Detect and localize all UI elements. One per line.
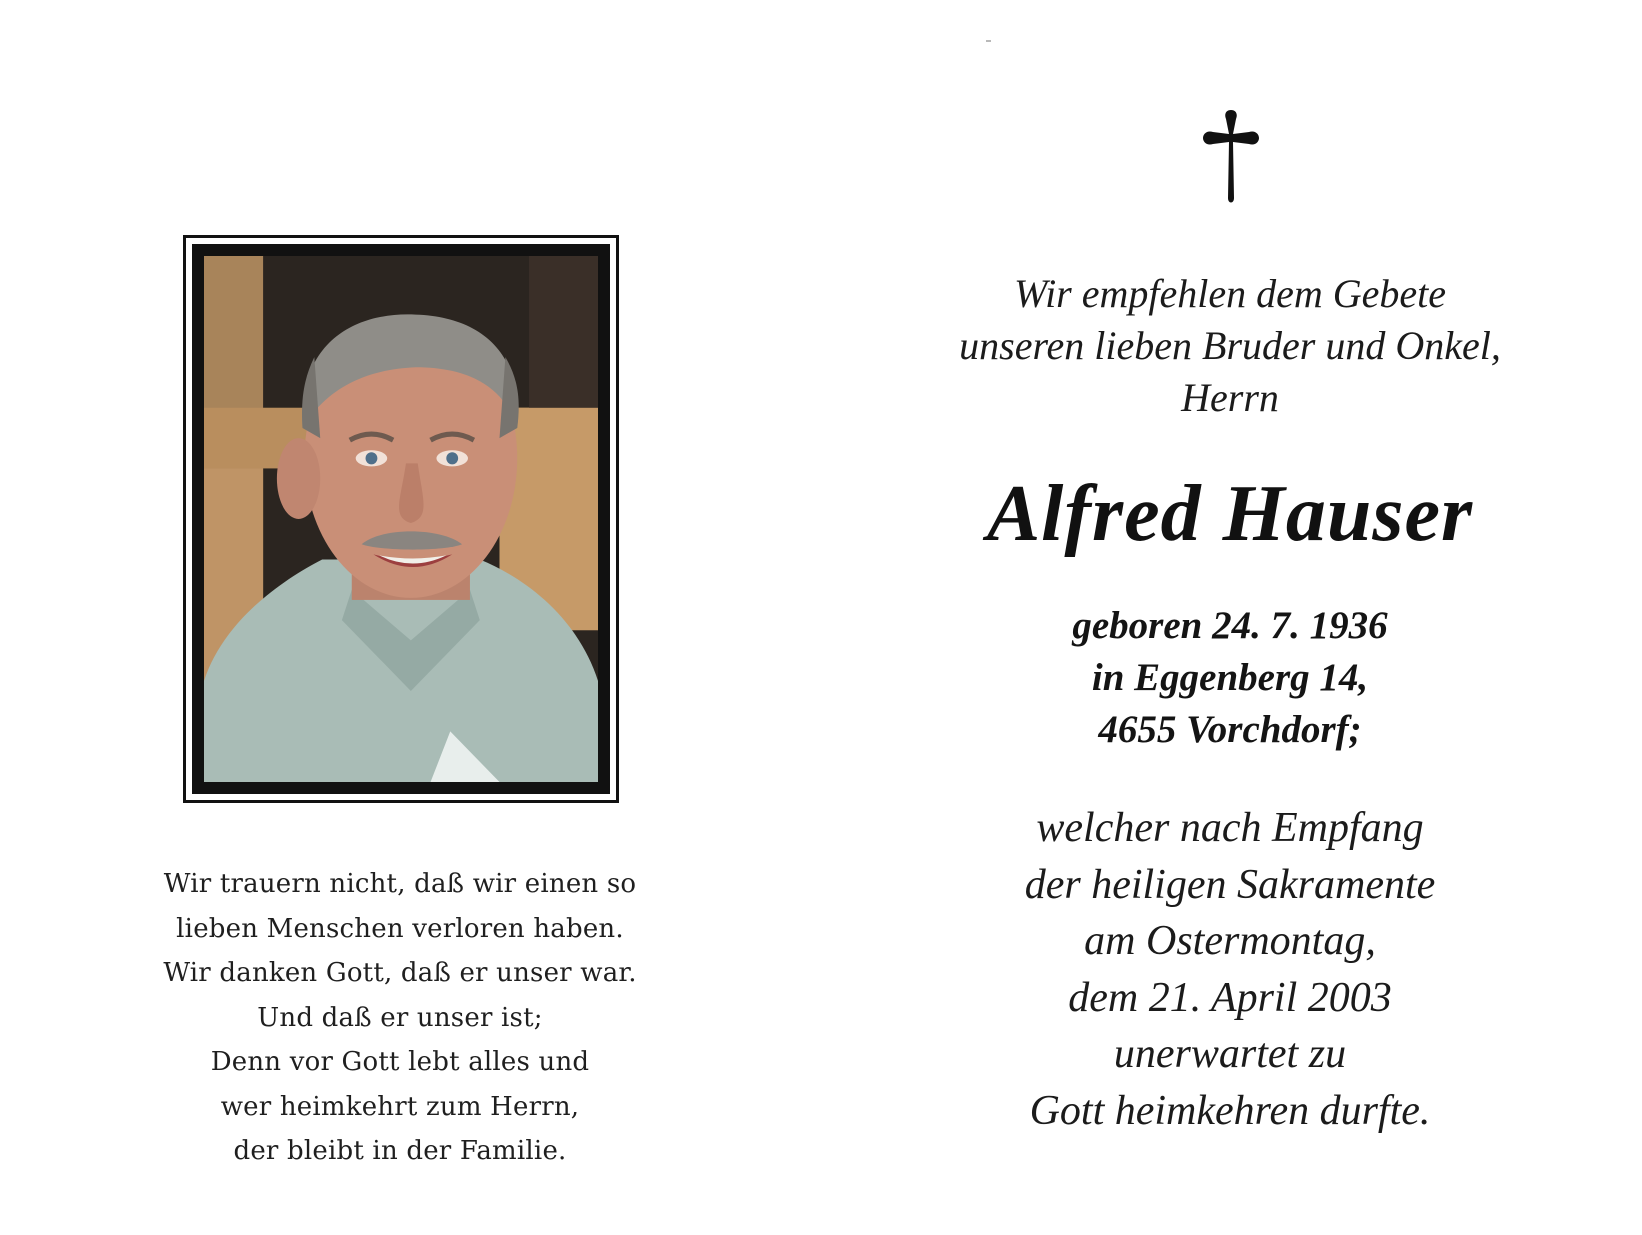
birth-line: in Eggenberg 14, xyxy=(1091,656,1369,699)
birth-line: geboren 24. 7. 1936 xyxy=(1072,604,1388,647)
intro-line: Wir empfehlen dem Gebete xyxy=(1013,271,1447,316)
portrait-frame xyxy=(183,235,619,803)
intro-text xyxy=(880,268,1580,424)
verse-line: wer heimkehrt zum Herrn, xyxy=(220,1091,580,1122)
verse-line: Und daß er unser ist; xyxy=(257,1002,543,1033)
verse-line: Wir danken Gott, daß er unser war. xyxy=(163,958,637,988)
death-line: welcher nach Empfang xyxy=(1036,805,1424,851)
scan-speck xyxy=(986,40,991,42)
verse-line: Denn vor Gott lebt alles und xyxy=(210,1047,590,1077)
intro-line: Herrn xyxy=(1181,375,1279,420)
death-line: am Ostermontag, xyxy=(1084,918,1376,964)
intro-line: unseren lieben Bruder und Onkel, xyxy=(959,323,1501,368)
deceased-name: Alfred Hauser xyxy=(986,470,1474,558)
death-details xyxy=(880,800,1580,1139)
verse-line: Wir trauern nicht, daß wir einen so xyxy=(163,869,637,899)
portrait-mat xyxy=(192,244,610,794)
birth-line: 4655 Vorchdorf; xyxy=(1098,708,1362,751)
portrait-photo xyxy=(204,256,598,782)
death-line: der heiligen Sakramente xyxy=(1024,861,1436,908)
death-line: unerwartet zu xyxy=(1113,1031,1347,1077)
verse-line: lieben Menschen verloren haben. xyxy=(176,913,624,944)
verse-line: der bleibt in der Familie. xyxy=(233,1136,567,1166)
death-line: dem 21. April 2003 xyxy=(1068,974,1392,1021)
memorial-verse xyxy=(120,862,680,1174)
death-line: Gott heimkehren durfte. xyxy=(1029,1087,1431,1134)
cross-icon xyxy=(1203,110,1259,206)
birth-details xyxy=(880,600,1580,756)
